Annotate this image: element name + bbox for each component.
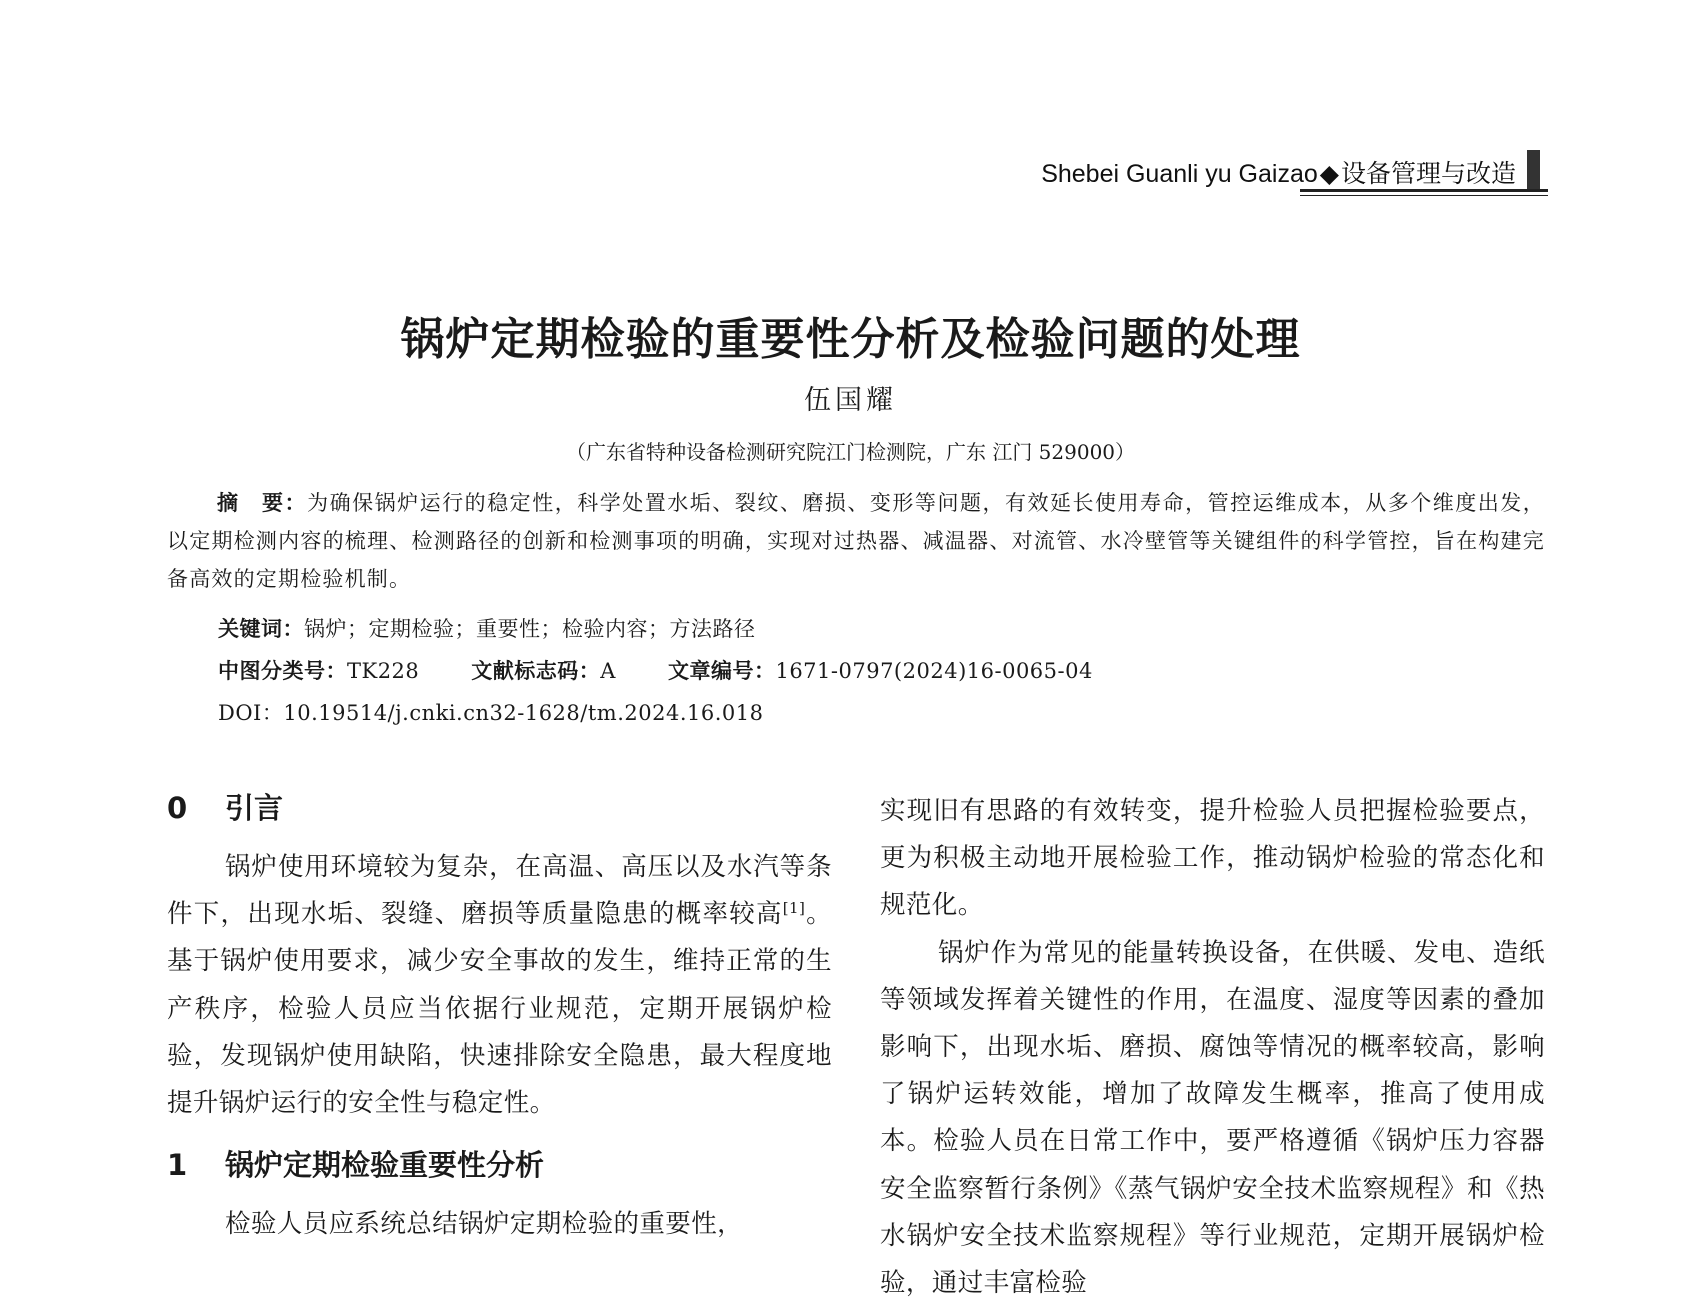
section-heading-importance [167, 1145, 832, 1195]
running-header-text [1041, 154, 1516, 190]
running-header-section: 设备管理与改造 [1340, 160, 1516, 188]
section-title: 锅炉定期检验重要性分析 [225, 1148, 545, 1183]
intro-text-part2: 。基于锅炉使用要求，减少安全事故的发生，维持正常的生产秩序，检验人员应当依据行业规范，定期开展锅炉检验，发现锅炉使用缺陷，快速排除安全隐患，最大程度地提升锅炉运行的安全性与稳定性。 [167, 899, 833, 1119]
running-header-bar [1527, 150, 1540, 190]
section-heading-introduction [167, 788, 832, 838]
doc-code-label: 文献标志码： [471, 659, 601, 683]
article-no-value: 1671-0797(2024)16-0065-04 [775, 659, 1093, 683]
body-column-right [880, 788, 1545, 1307]
keywords-label: 关键词： [218, 617, 304, 641]
clc-value: TK228 [347, 659, 420, 683]
running-header [1010, 150, 1550, 196]
doi-line [218, 697, 763, 727]
section1-paragraph: 检验人员应系统总结锅炉定期检验的重要性， [225, 1209, 744, 1240]
citation-ref: [1] [782, 899, 806, 918]
article-title: 锅炉定期检验的重要性分析及检验问题的处理 [400, 314, 1301, 365]
header-rule-thin [1300, 195, 1548, 196]
article-no-label: 文章编号： [667, 659, 776, 683]
clc-label: 中图分类号： [218, 659, 347, 683]
keywords-text: 锅炉；定期检验；重要性；检验内容；方法路径 [304, 617, 756, 641]
intro-text-part1: 锅炉使用环境较为复杂，在高温、高压以及水汽等条件下，出现水垢、裂缝、磨损等质量隐患的概率较高 [167, 852, 832, 930]
keywords [218, 613, 756, 643]
body-column-left [167, 788, 832, 1248]
diamond-separator-icon: ◆ [1319, 160, 1339, 188]
classification-line [218, 655, 1093, 685]
abstract-label: 摘 要： [217, 491, 308, 515]
intro-paragraph [167, 844, 832, 1127]
doc-code-value: A [600, 659, 616, 683]
section-number: 0 [167, 791, 188, 825]
section-title: 引言 [225, 791, 284, 825]
boiler-paragraph: 锅炉作为常见的能量转换设备，在供暖、发电、造纸等领域发挥着关键性的作用，在温度、湿度等因素的叠加影响下，出现水垢、磨损、腐蚀等情况的概率较高，影响了锅炉运转效能，增加了故障发生概率，推高了使用成本。检验人员在日常工作中，要严格遵循《锅炉压力容器安全监察暂行条例》《蒸气锅炉安全技术监察规程》和《热水锅炉安全技术监察规程》等行业规范，定期开展锅炉检验，通过丰富检验 [880, 937, 1545, 1299]
running-header-pinyin: Shebei Guanli yu Gaizao [1041, 160, 1318, 188]
abstract-text: 为确保锅炉运行的稳定性，科学处置水垢、裂纹、磨损、变形等问题，有效延长使用寿命，管控运维成本，从多个维度出发，以定期检测内容的梳理、检测路径的创新和检测事项的明确，实现对过热器、减温器、对流管、水冷壁管等关键组件的科学管控，旨在构建完备高效的定期检验机制。 [167, 491, 1545, 591]
doi-label: DOI： [218, 701, 284, 725]
continued-paragraph: 实现旧有思路的有效转变，提升检验人员把握检验要点，更为积极主动地开展检验工作，推动锅炉检验的常态化和规范化。 [880, 796, 1545, 921]
section-number: 1 [167, 1148, 188, 1183]
doi-value: 10.19514/j.cnki.cn32-1628/tm.2024.16.018 [283, 701, 764, 725]
article-author: 伍国耀 [804, 385, 897, 416]
header-rule-thick [1300, 189, 1548, 192]
author-affiliation: （广东省特种设备检测研究院江门检测院，广东 江门 529000） [565, 440, 1136, 464]
abstract [167, 484, 1545, 598]
